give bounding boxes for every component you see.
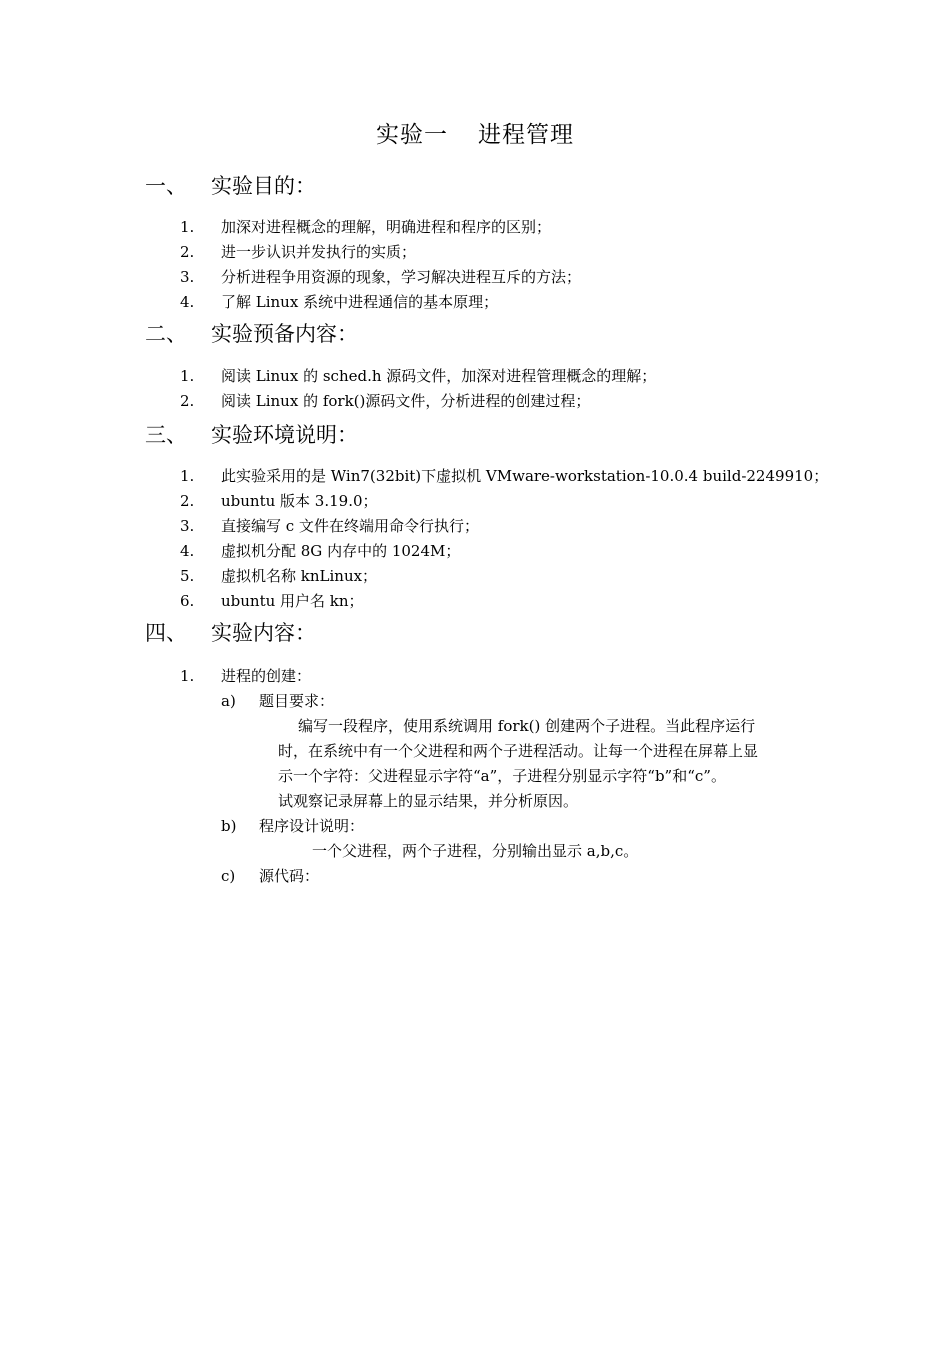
- requirements-paragraph: [278, 714, 810, 814]
- design-paragraph: 一个父进程，两个子进程，分别输出显示 a,b,c。: [312, 842, 639, 860]
- page-title: [0, 119, 950, 151]
- section-title: 实验目的：: [211, 174, 316, 198]
- document-page: 实验一 进程管理 一、 实验目的： 1. 加深对进程概念的理解，明确进程和程序的区别； 2. 进一步认识并发执行的实质； 3. 分析进程争用资源的现象，学习解决进程互斥的方法； 4. 了解 Linux 系统中进程通信的基本原理； 二、 实验预备内容： 1. 阅读 Linux 的 sched.h 源码文件，加深对进程管理概念的理解； 2. 阅读 Linux 的 fork()源码文件，分析进程的创建过程； 三、 实验环境说明： 1. 此实验采用的是 Win7(32bit)下虚拟机 VMware-workstation-10.0.4 build-2249910； 2. ubuntu 版本 3.19.0； 3. 直接编写 c 文件在终端用命令行执行； 4. 虚拟机分配 8G 内存中的 1024M； 5. 虚拟机名称 knLinux； 6. ubuntu 用户名 kn； 四、 实验内容： 1. 进程的创建： a) 题目要求： 编写一段程序，使用系统调用 fork() 创建两个子进程。当此程序运行 时，在系统中有一个父进程和两个子进程活动。让每一个进程在屏幕上显 示一个字符：父进程显示字符“a”，子进程分别显示字符“b”和“c”。 试观察记录屏幕上的显示结果，并分析原因。 b) 程序设计说明： 一个父进程，两个子进程，分别输出显示 a,b,c。 c) 源代码：: [0, 0, 950, 1345]
- section-title: 实验环境说明：: [211, 423, 358, 447]
- paragraph-line: 编写一段程序，使用系统调用 fork() 创建两个子进程。当此程序运行: [298, 717, 756, 735]
- section-title: 实验预备内容：: [211, 322, 358, 346]
- section-number: 四、: [145, 621, 187, 645]
- paragraph-line: 时，在系统中有一个父进程和两个子进程活动。让每一个进程在屏幕上显: [278, 742, 759, 760]
- section-title: 实验内容：: [211, 621, 316, 645]
- section-number: 三、: [145, 423, 187, 447]
- paragraph-line: 示一个字符：父进程显示字符“a”，子进程分别显示字符“b”和“c”。: [278, 767, 726, 785]
- title-part-2: 进程管理: [478, 122, 574, 148]
- section-number: 一、: [145, 174, 187, 198]
- section-number: 二、: [145, 322, 187, 346]
- paragraph-line: 试观察记录屏幕上的显示结果，并分析原因。: [278, 792, 579, 810]
- title-part-1: 实验一: [376, 122, 448, 148]
